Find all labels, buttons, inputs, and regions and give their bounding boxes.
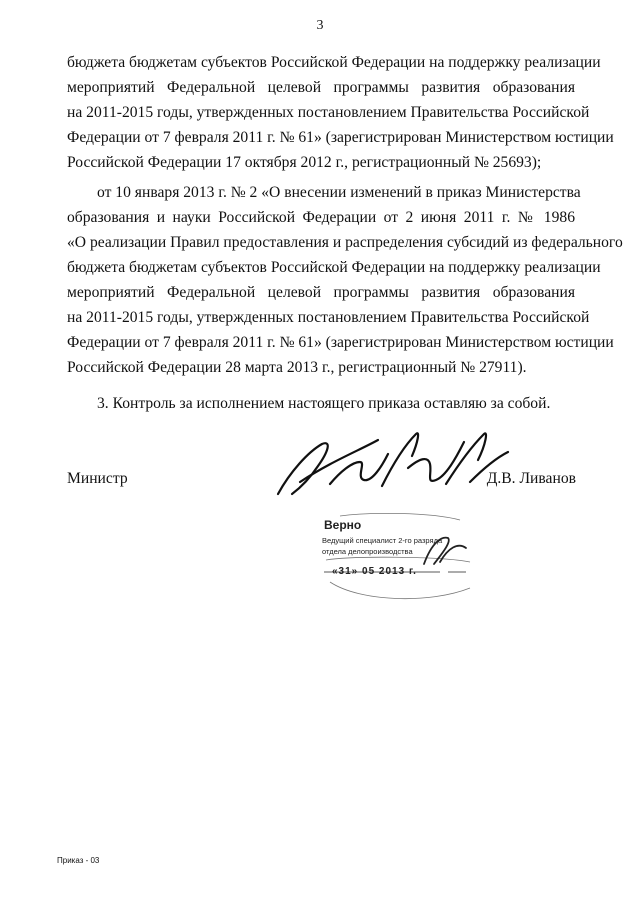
certification-stamp [320, 512, 480, 612]
text-line: мероприятий Федеральной целевой программы развития образования [67, 79, 575, 96]
paragraph-3 [67, 391, 575, 416]
stamp-department: отдела делопроизводства [322, 547, 413, 556]
text-line: 3. Контроль за исполнением настоящего приказа оставляю за собой. [97, 395, 551, 412]
page-number: 3 [316, 18, 324, 33]
text-line: Федерации от 7 февраля 2011 г. № 61» (зарегистрирован Министерством юстиции [67, 129, 614, 146]
text-line: от 10 января 2013 г. № 2 «О внесении изменений в приказ Министерства [97, 184, 581, 201]
text-line: образования и науки Российской Федерации от 2 июня 2011 г. № 1986 [67, 209, 575, 226]
text-line: Российской Федерации 17 октября 2012 г., регистрационный № 25693); [67, 154, 542, 171]
text-line: на 2011-2015 годы, утвержденных постановлением Правительства Российской [67, 309, 590, 326]
signatory-title: Министр [67, 470, 128, 487]
text-line: Федерации от 7 февраля 2011 г. № 61» (зарегистрирован Министерством юстиции [67, 334, 614, 351]
stamp-title: Верно [324, 518, 362, 532]
text-line: «О реализации Правил предоставления и распределения субсидий из федерального [67, 234, 623, 251]
stamp-date: «31» 05 2013 г. [332, 566, 417, 577]
signatory-name: Д.В. Ливанов [486, 470, 576, 487]
paragraph-2 [67, 180, 623, 380]
text-line: бюджета бюджетам субъектов Российской Федерации на поддержку реализации [67, 259, 601, 276]
stamp-position: Ведущий специалист 2-го разряда [322, 536, 443, 545]
handwritten-signature [270, 422, 520, 512]
text-line: бюджета бюджетам субъектов Российской Федерации на поддержку реализации [67, 54, 601, 71]
footer-label: Приказ - 03 [57, 856, 100, 865]
paragraph-1 [67, 50, 614, 175]
text-line: на 2011-2015 годы, утвержденных постановлением Правительства Российской [67, 104, 590, 121]
text-line: Российской Федерации 28 марта 2013 г., регистрационный № 27911). [67, 359, 527, 376]
text-line: мероприятий Федеральной целевой программы развития образования [67, 284, 575, 301]
